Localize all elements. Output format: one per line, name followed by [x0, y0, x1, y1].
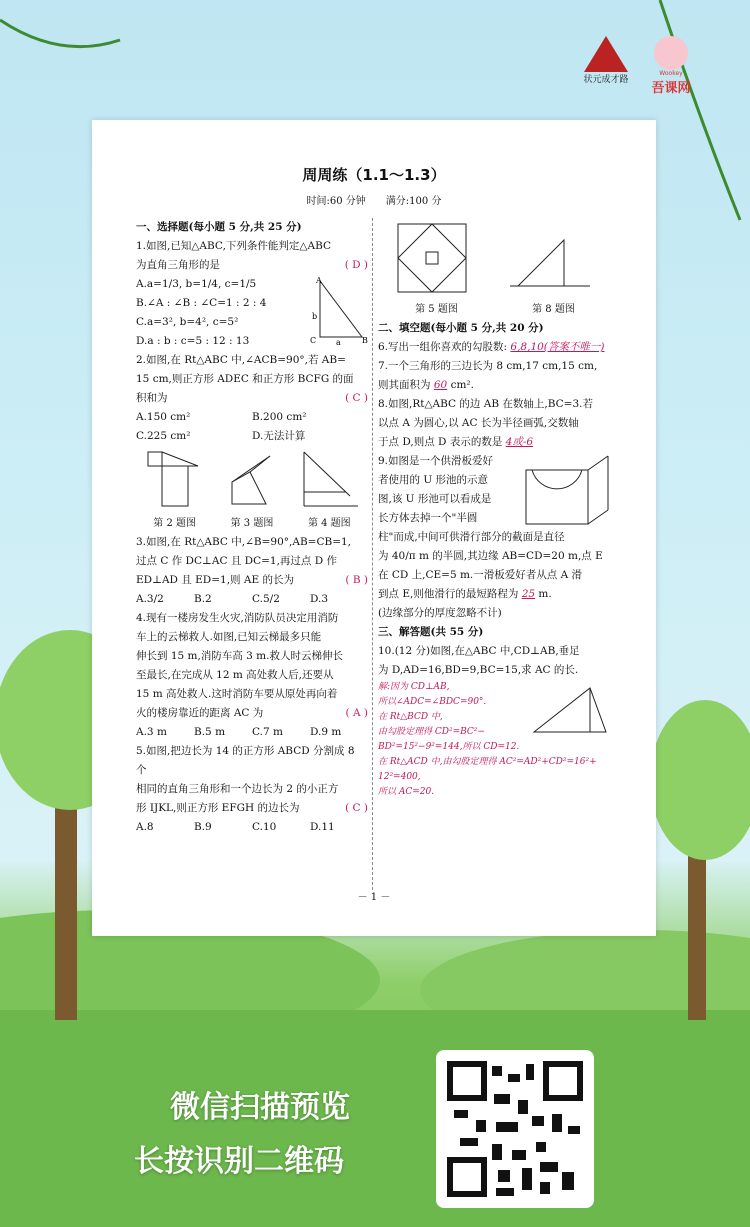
solution-line: 所以 AC=20. — [378, 787, 435, 797]
q3-option-a: A.3/2 — [136, 593, 164, 605]
q3-line: ED⊥AD 且 ED=1,则 AE 的长为 — [136, 574, 294, 586]
right-column — [378, 218, 612, 800]
q9-line: 图,该 U 形池可以看成是 — [378, 493, 492, 505]
q9-line: 在 CD 上,CE=5 m.一滑板爱好者从点 A 滑 — [378, 569, 583, 581]
svg-text:C: C — [310, 336, 317, 345]
figure-2-caption: 第 2 题图 — [153, 518, 197, 529]
left-column — [136, 218, 368, 837]
q1-answer: ( D ) — [344, 259, 368, 271]
q1-option-c: C.a=3², b=4², c=5² — [136, 316, 239, 328]
q1-option-b: B.∠A : ∠B : ∠C=1 : 2 : 4 — [136, 297, 267, 309]
q4-answer: ( A ) — [345, 707, 368, 719]
q10-figure — [530, 682, 610, 738]
q4-option-c: C.7 m — [252, 726, 283, 738]
page-title: 周周练（1.1～1.3） — [302, 166, 446, 184]
column-divider — [372, 218, 373, 890]
q1-option-d: D.a : b : c=5 : 12 : 13 — [136, 335, 250, 347]
page-number: － 1 － — [357, 892, 391, 903]
q2-option-d: D.无法计算 — [252, 430, 306, 442]
q4-option-a: A.3 m — [136, 726, 167, 738]
q5-answer: ( C ) — [345, 802, 368, 814]
q10-line: 为 D,AD=16,BD=9,BC=15,求 AC 的长. — [378, 664, 579, 676]
q9-line: 长方体去掉一个"半圆 — [378, 512, 478, 524]
q2-line: 2.如图,在 Rt△ABC 中,∠ACB=90°,若 AB= — [136, 354, 346, 366]
q9-unit: m. — [538, 588, 552, 600]
svg-text:B: B — [362, 336, 368, 345]
q4-line: 火的楼房靠近的距离 AC 为 — [136, 707, 264, 719]
q4-line: 至最长,在完成从 12 m 高处救人后,还要从 — [136, 669, 334, 681]
q2-answer: ( C ) — [345, 392, 368, 404]
q2-line: 积和为 — [136, 392, 168, 404]
svg-text:b: b — [312, 312, 318, 321]
q3-line: 3.如图,在 Rt△ABC 中,∠B=90°,AB=CB=1, — [136, 536, 352, 548]
solution-line: 解:因为 CD⊥AB, — [378, 682, 450, 692]
left-logo-text: 状元成才路 — [583, 75, 629, 85]
q8-answer: 4或-6 — [505, 436, 534, 448]
q5-line: 形 IJKL,则正方形 EFGH 的边长为 — [136, 802, 300, 814]
q2-option-b: B.200 cm² — [252, 411, 307, 423]
q9-figure — [520, 452, 612, 528]
q8-line: 8.如图,Rt△ABC 的边 AB 在数轴上,BC=3.若 — [378, 398, 593, 410]
cta-longpress-text: 长按识别二维码 — [134, 1144, 344, 1179]
q8-line: 以点 A 为圆心,以 AC 长为半径画弧,交数轴 — [378, 417, 579, 429]
page-meta: 时间:60 分钟 满分:100 分 — [306, 196, 442, 207]
q9-answer: 25 — [521, 588, 536, 600]
q5-option-a: A.8 — [136, 821, 154, 833]
q7-answer: 60 — [433, 379, 448, 391]
figure-4-caption: 第 4 题图 — [307, 518, 351, 529]
left-logo — [578, 36, 634, 85]
q3-option-c: C.5/2 — [252, 593, 280, 605]
svg-text:A: A — [316, 276, 322, 285]
question-6 — [378, 338, 612, 357]
qr-code-icon — [436, 1050, 594, 1208]
worksheet-page — [92, 120, 656, 936]
figures-2-3-4 — [136, 448, 368, 512]
figure-8-caption: 第 8 题图 — [532, 304, 575, 315]
q2-option-a: A.150 cm² — [136, 411, 191, 423]
question-10 — [378, 642, 612, 800]
qr-code[interactable] — [436, 1050, 594, 1208]
question-8 — [378, 395, 612, 452]
cta-scan-text: 微信扫描预览 — [170, 1090, 350, 1125]
q6-answer: 6,8,10(答案不唯一) — [510, 341, 605, 353]
q2-option-c: C.225 cm² — [136, 430, 191, 442]
question-4 — [136, 609, 368, 742]
section-3-heading: 三、解答题(共 55 分) — [378, 626, 484, 638]
q4-option-d: D.9 m — [310, 726, 342, 738]
q6-line: 6.写出一组你喜欢的勾股数: — [378, 341, 508, 353]
q2-line: 15 cm,则正方形 ADEC 和正方形 BCFG 的面 — [136, 373, 354, 385]
q3-answer: ( B ) — [345, 574, 368, 586]
q4-line: 4.现有一楼房发生火灾,消防队员决定用消防 — [136, 612, 339, 624]
q8-line: 于点 D,则点 D 表示的数是 — [378, 436, 503, 448]
q7-unit: cm². — [450, 379, 474, 391]
svg-text:a: a — [336, 338, 341, 345]
figure-3-caption: 第 3 题图 — [230, 518, 274, 529]
q4-line: 车上的云梯救人.如图,已知云梯最多只能 — [136, 631, 322, 643]
q5-option-c: C.10 — [252, 821, 277, 833]
solution-line: 所以∠ADC=∠BDC=90°. — [378, 697, 487, 707]
right-logo-sub: Wookey — [659, 70, 683, 77]
question-7 — [378, 357, 612, 395]
q4-line: 15 m 高处救人.这时消防车要从原处再向着 — [136, 688, 338, 700]
q5-line: 相同的直角三角形和一个边长为 2 的小正方 — [136, 783, 339, 795]
q9-line: 到点 E,则他滑行的最短路程为 — [378, 588, 519, 600]
q9-line: 9.如图是一个供滑板爱好 — [378, 455, 494, 467]
q5-option-b: B.9 — [194, 821, 212, 833]
q1-figure — [306, 275, 368, 345]
q3-line: 过点 C 作 DC⊥AC 且 DC=1,再过点 D 作 — [136, 555, 338, 567]
logo-triangle-icon — [584, 36, 628, 72]
solution-line: 在 Rt△ACD 中,由勾股定理得 AC²=AD²+CD²=16²+ — [378, 757, 597, 767]
q1-line: 1.如图,已知△ABC,下列条件能判定△ABC — [136, 240, 332, 252]
question-5 — [136, 742, 368, 837]
section-1-heading: 一、选择题(每小题 5 分,共 25 分) — [136, 221, 302, 233]
q9-line: 为 40/π m 的半圆,其边缘 AB=CD=20 m,点 E — [378, 550, 603, 562]
figure-5-caption: 第 5 题图 — [415, 304, 458, 315]
q5-line: 5.如图,把边长为 14 的正方形 ABCD 分割成 8 个 — [136, 745, 355, 776]
section-2-heading: 二、填空题(每小题 5 分,共 20 分) — [378, 322, 544, 334]
q10-solution — [378, 680, 612, 800]
q9-line: 柱"而成,中间可供滑行部分的截面是直径 — [378, 531, 565, 543]
q7-line: 则其面积为 — [378, 379, 431, 391]
q3-option-d: D.3 — [310, 593, 329, 605]
q1-line: 为直角三角形的是 — [136, 259, 220, 271]
q9-line: 者使用的 U 形池的示意 — [378, 474, 489, 486]
question-1 — [136, 237, 368, 351]
q5-option-d: D.11 — [310, 821, 335, 833]
right-logo-text: 吾课网 — [651, 81, 691, 96]
q3-option-b: B.2 — [194, 593, 212, 605]
solution-line: 由勾股定理得 CD²=BC²− — [378, 727, 485, 737]
q4-line: 伸长到 15 m,消防车高 3 m.救人时云梯伸长 — [136, 650, 343, 662]
question-3 — [136, 533, 368, 609]
q7-line: 7.一个三角形的三边长为 8 cm,17 cm,15 cm, — [378, 360, 598, 372]
q10-line: 10.(12 分)如图,在△ABC 中,CD⊥AB,垂足 — [378, 645, 580, 657]
q9-line: (边缘部分的厚度忽略不计) — [378, 607, 502, 619]
solution-line: 12²=400, — [378, 772, 421, 782]
figures-5-8 — [378, 220, 612, 298]
right-logo — [640, 36, 702, 96]
question-9 — [378, 452, 612, 623]
question-2 — [136, 351, 368, 446]
q4-option-b: B.5 m — [194, 726, 226, 738]
solution-line: BD²=15²−9²=144,所以 CD=12. — [378, 742, 520, 752]
solution-line: 在 Rt△BCD 中, — [378, 712, 443, 722]
q1-option-a: A.a=1/3, b=1/4, c=1/5 — [136, 278, 257, 290]
pig-mascot-icon — [654, 36, 688, 70]
